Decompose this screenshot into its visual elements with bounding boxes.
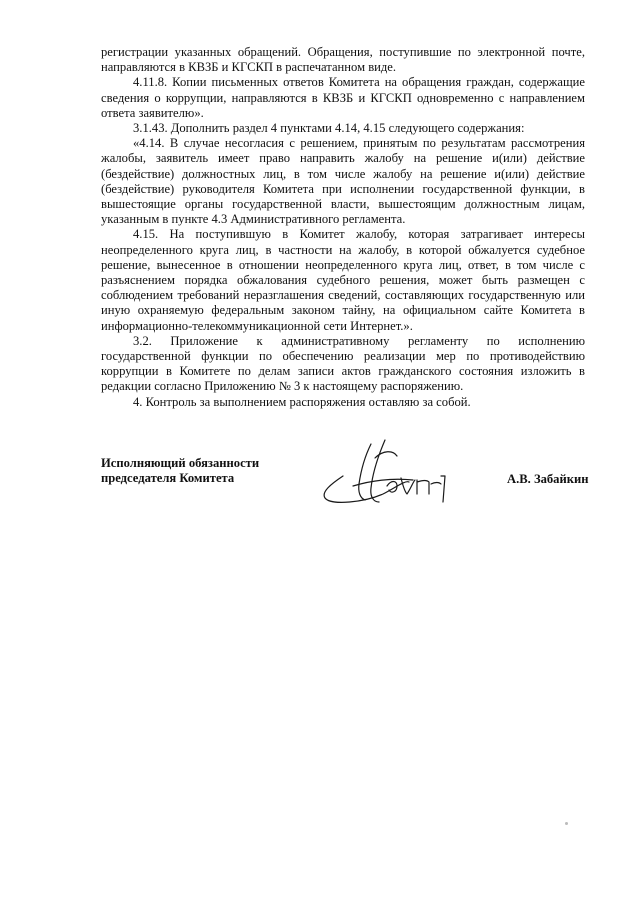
signatory-title	[101, 456, 259, 486]
paragraph-continuation: регистрации указанных обращений. Обращения, поступившие по электронной почте, направляются в КВЗБ и КГСКП в распечатанном виде.	[101, 45, 585, 75]
signatory-title-line-2: председателя Комитета	[101, 471, 235, 486]
paragraph-3-1-43: 3.1.43. Дополнить раздел 4 пунктами 4.14, 4.15 следующего содержания:	[133, 121, 525, 136]
paragraph-4-11-8: 4.11.8. Копии письменных ответов Комитета на обращения граждан, содержащие сведения о коррупции, направляются в КВЗБ и КГСКП одновременно с направлением ответа заявителю».	[101, 75, 585, 120]
signatory-title-line-1: Исполняющий обязанности	[101, 456, 260, 470]
scan-speck	[565, 822, 568, 825]
document-body	[101, 45, 585, 410]
signatory-name: А.В. Забайкин	[507, 472, 589, 486]
paragraph-3-2: 3.2. Приложение к административному регламенту по исполнению государственной функции по обеспечению реализации мер по противодействию коррупции в Комитете по делам записи актов гражданского состояния изложить в редакции согласно Приложению № 3 к настоящему распоряжению.	[101, 333, 585, 394]
paragraph-4-14: «4.14. В случае несогласия с решением, принятым по результатам рассмотрения жалобы, заявитель имеет право направить жалобу на решение и(или) действие (бездействие) должностных лиц, в том числе жалобу на решение и(или) действие (бездействие) руководителя Комитета при исполнении государственной функции, в вышестоящие органы государственной власти, вышестоящим должностным лицам, указанным в пункте 4.3 Административного регламента.	[101, 136, 585, 227]
paragraph-4-15: 4.15. На поступившую в Комитет жалобу, которая затрагивает интересы неопределенного круга лиц, в частности на жалобу, в которой обжалуется судебное решение, вынесенное в отношении неопределенного круга лиц, ответ, в том числе с разъяснением порядка обжалования судебного решения, может быть размещен с соблюдением требований неразглашения сведений, составляющих государственную или иную охраняемую федеральным законом тайну, на официальном сайте Комитета в информационно-телекоммуникационной сети Интернет.».	[101, 227, 585, 333]
handwritten-signature-icon	[313, 436, 463, 508]
paragraph-4: 4. Контроль за выполнением распоряжения оставляю за собой.	[133, 394, 471, 409]
